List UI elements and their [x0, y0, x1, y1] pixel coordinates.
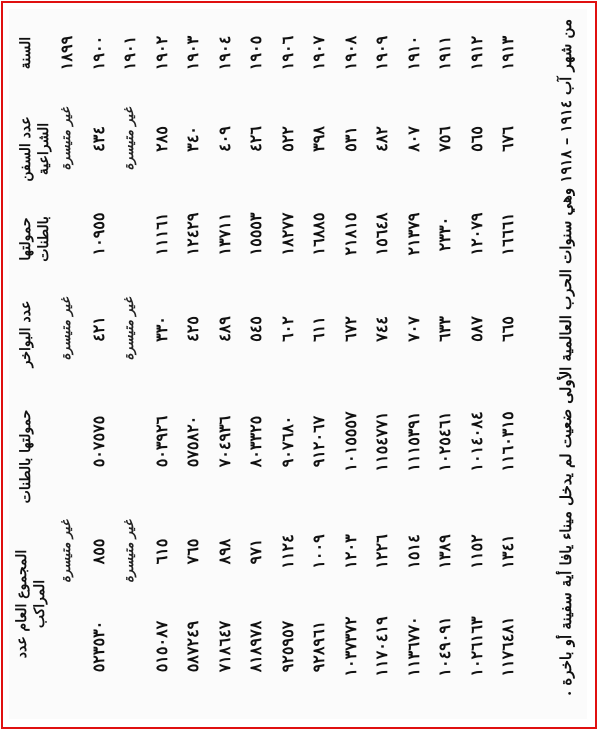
header-sail-count: عدد السفن الشراعية — [18, 116, 52, 182]
cell-year: ١٩٠٢ — [151, 35, 171, 71]
cell-total-count: ٨٥٥ — [88, 538, 108, 565]
header-steam-tonnage: حمولتها بالطنات — [18, 409, 34, 504]
header-year: السنة — [18, 36, 34, 70]
cell-year: ١٩٠٤ — [214, 35, 234, 71]
cell-total-tonnage: ١١٧٠٤١٩ — [372, 616, 391, 677]
cell-sail-tonnage: ١٠٩٥٥ — [88, 212, 108, 256]
cell-sail-count: ٣٤٠ — [183, 126, 202, 152]
cell-sail-count: ٤٣٤ — [88, 126, 108, 152]
cell-year: ١٩٠٥ — [246, 35, 265, 71]
cell-total-count: ١١٥٢ — [466, 534, 486, 569]
cell-total-count: ١٢٢٦ — [372, 534, 391, 569]
cell-total-tonnage: ٩٢٨٩٦١ — [309, 620, 328, 673]
cell-sail-tonnage: ١٣٧١١ — [214, 212, 234, 256]
cell-year: ١٩٠١ — [120, 35, 139, 71]
cell-sail-count: ٧٥٦ — [435, 126, 454, 152]
cell-total-tonnage: ١٠٤٩٠٩١ — [435, 616, 454, 677]
cell-total-tonnage: ٥١٥٠٨٧ — [151, 620, 171, 673]
cell-total-tonnage: ٥٨٧٢٤٩ — [183, 620, 202, 673]
cell-sail-tonnage: ١٢٤٢٩ — [183, 212, 202, 256]
cell-sail-count: غير متيسرة — [59, 107, 74, 171]
cell-total-tonnage: ١٠٣٧٣٧٢ — [340, 616, 360, 677]
cell-sail-tonnage: ١٥٦٤٨ — [372, 212, 391, 256]
cell-steam-count: ٤٢١ — [88, 316, 108, 342]
cell-sail-count: ٦٧٦ — [498, 126, 517, 152]
cell-sail-tonnage: ١١١٦١ — [151, 212, 171, 256]
cell-total-tonnage: ٧١٨٦٤٧ — [214, 620, 234, 673]
cell-steam-tonnage: ٩٠٧٦٨٠ — [277, 415, 297, 468]
cell-total-count: ١٢٠٣ — [340, 534, 360, 569]
cell-year: ١٩١٠ — [403, 35, 423, 71]
cell-steam-count: ٦٦٥ — [498, 316, 517, 342]
cell-sail-tonnage: ١٨٢٧٧ — [277, 212, 297, 256]
cell-year: ١٩٠٩ — [372, 35, 391, 71]
cell-year: ١٩٠٣ — [183, 35, 202, 71]
cell-steam-tonnage: ١١٦٠٣١٥ — [498, 411, 517, 472]
cell-sail-count: ٥٣١ — [340, 126, 360, 152]
cell-steam-count: ٤٢٥ — [183, 316, 202, 342]
cell-sail-tonnage: ١٦٨٨٥ — [309, 212, 328, 256]
cell-steam-tonnage: ٥٠٣٩٢٦ — [151, 415, 171, 468]
cell-year: ١٩١١ — [435, 35, 454, 71]
cell-sail-count: ٤٠٩ — [214, 126, 234, 152]
cell-steam-count: ٧٠٧ — [403, 316, 423, 342]
cell-sail-count: ٤٢٦ — [246, 126, 265, 152]
cell-steam-tonnage: ١٠١٥٥٥٧ — [340, 411, 360, 472]
cell-steam-tonnage: ١٠٢٥٤٦١ — [435, 411, 454, 472]
cell-total-count: غير متيسرة — [122, 520, 137, 583]
cell-sail-tonnage: ٢١٨١٥ — [340, 212, 360, 256]
cell-total-count: ١١٢٤ — [277, 534, 297, 569]
cell-sail-tonnage: ٢١٣٧٩ — [403, 212, 423, 256]
cell-sail-count: ٤٨٢ — [372, 126, 391, 152]
cell-total-count: ٩٧١ — [246, 538, 265, 565]
cell-total-count: ١٣٤١ — [498, 534, 517, 569]
cell-sail-tonnage: ٢٣٣٠ — [435, 216, 454, 252]
cell-sail-count: غير متيسرة — [122, 107, 137, 171]
cell-total-count: ١٠٠٩ — [309, 534, 328, 569]
cell-total-count: ١٣٨٩ — [435, 534, 454, 569]
cell-steam-count: ٦١١ — [309, 316, 328, 342]
footnote: من شهر آب ١٩١٤ – ١٩١٨ وهي سنوات الحرب العالمية الأولى ضعيت لم يدخل ميناء يافا أية سفينة أو باخرة . — [557, 19, 575, 697]
cell-steam-tonnage: ٥٠٧٥٧٥ — [88, 415, 108, 468]
cell-year: ١٩٠٦ — [277, 35, 297, 71]
header-total-count: المجموع العام عدد المراكب — [14, 549, 48, 659]
cell-steam-tonnage: ٥٧٥٨٢٠ — [183, 415, 202, 468]
cell-steam-count: ٦٣٣ — [435, 316, 454, 342]
cell-steam-count: ٥٤٥ — [246, 316, 265, 342]
cell-total-count: غير متيسرة — [59, 520, 74, 583]
cell-steam-count: ٦٠٢ — [277, 316, 297, 342]
cell-sail-tonnage: ١٢٠٧٩ — [466, 212, 486, 256]
cell-steam-count: ٤٨٩ — [214, 316, 234, 342]
cell-sail-count: ٥٦٥ — [466, 126, 486, 152]
cell-steam-tonnage: ٩١٢٠٦٧ — [309, 415, 328, 468]
cell-sail-count: ٥٢٢ — [277, 126, 297, 152]
cell-sail-tonnage: ١٥٥٥٣ — [246, 212, 265, 256]
cell-steam-count: ٧٤٤ — [372, 316, 391, 342]
cell-year: ١٩١٣ — [498, 35, 517, 71]
cell-steam-count: غير متيسرة — [59, 297, 74, 361]
cell-steam-tonnage: ١١١٥٣٩١ — [403, 411, 423, 472]
cell-steam-tonnage: ١٠١٤٠٨٤ — [466, 411, 486, 472]
cell-sail-count: ٣٩٨ — [309, 126, 328, 152]
scanned-page — [9, 9, 587, 719]
cell-steam-count: ٣٣٠ — [151, 316, 171, 342]
cell-total-count: ٧٦٥ — [183, 538, 202, 565]
cell-steam-tonnage: ١١٥٤٧٧١ — [372, 411, 391, 472]
cell-year: ١٩٠٧ — [309, 35, 328, 71]
cell-steam-tonnage: ٨٠٣٣٢٥ — [246, 415, 265, 468]
cell-year: ١٩٠٨ — [340, 35, 360, 71]
cell-total-tonnage: ٩٢٥٩٥٧ — [277, 620, 297, 673]
rotated-table — [9, 9, 587, 719]
cell-total-tonnage: ١١٣٦٧٧٠ — [403, 616, 423, 677]
cell-year: ١٩٠٠ — [88, 35, 108, 71]
header-steam-count: عدد البواخر — [18, 300, 34, 368]
cell-total-count: ١٥١٤ — [403, 534, 423, 569]
cell-total-count: ٦١٥ — [151, 538, 171, 565]
cell-sail-tonnage: ١٦٦٦١ — [498, 212, 517, 256]
cell-total-tonnage: ٥٢٣٥٣٠ — [88, 620, 108, 673]
header-sail-tonnage: حمولتها بالطنات — [18, 216, 52, 262]
cell-steam-count: ٦٧٢ — [340, 316, 360, 342]
cell-total-tonnage: ٨١٨٩٧٨ — [246, 620, 265, 673]
cell-sail-count: ٢٨٥ — [151, 126, 171, 152]
cell-sail-count: ٨٠٧ — [403, 126, 423, 152]
cell-year: ١٨٩٩ — [57, 35, 76, 71]
cell-year: ١٩١٢ — [466, 35, 486, 71]
cell-total-tonnage: ١١٧٦٤٨١ — [498, 616, 517, 677]
cell-steam-count: غير متيسرة — [122, 297, 137, 361]
cell-steam-tonnage: ٧٠٤٩٣٦ — [214, 415, 234, 468]
cell-steam-count: ٥٨٧ — [466, 316, 486, 342]
cell-total-tonnage: ١٠٢٦١٦٣ — [466, 616, 486, 677]
cell-total-count: ٨٩٨ — [214, 538, 234, 565]
